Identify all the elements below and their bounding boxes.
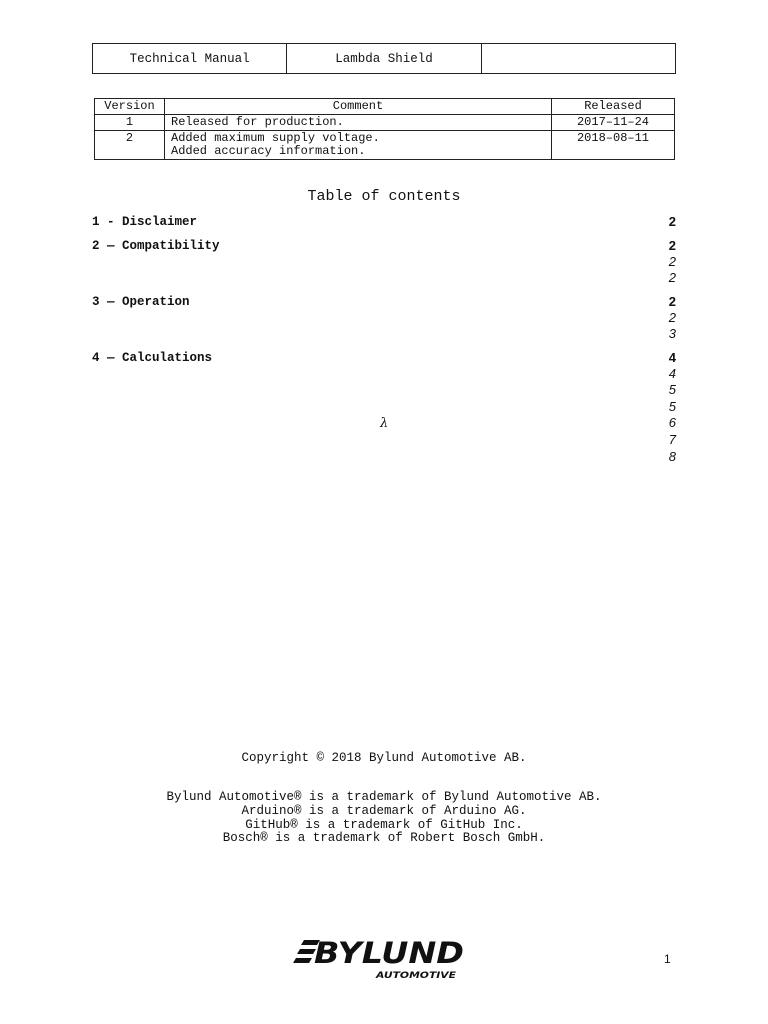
toc-subentry-page: 5 <box>668 399 676 414</box>
revision-comment-line: Added maximum supply voltage. <box>171 131 380 145</box>
revision-version: 1 <box>95 115 165 131</box>
toc-entry-compatibility[interactable] <box>92 238 676 254</box>
toc-subentry-page: 3 <box>668 326 676 341</box>
toc-title: Table of contents <box>307 188 461 205</box>
toc-subentry-page: 6 <box>668 415 676 430</box>
toc-subentry[interactable] <box>92 399 676 415</box>
lambda-symbol: λ <box>380 416 389 431</box>
toc-subentry[interactable] <box>92 254 676 270</box>
toc-subentry[interactable] <box>92 432 676 448</box>
toc-entry-operation[interactable] <box>92 294 676 310</box>
toc-entry-label: 4 — Calculations <box>92 351 213 365</box>
toc-subentry[interactable] <box>92 270 676 286</box>
trademark-line: Arduino® is a trademark of Arduino AG. <box>241 803 527 818</box>
document-header <box>92 43 676 74</box>
revision-comment <box>165 131 552 160</box>
revision-table <box>94 98 675 160</box>
header-extra <box>481 44 675 74</box>
revision-date: 2017–11–24 <box>552 115 675 131</box>
column-header-comment: Comment <box>165 99 552 115</box>
toc-subentry-page: 2 <box>668 310 676 325</box>
toc-entry-label: 1 - Disclaimer <box>92 215 198 229</box>
toc-subentry[interactable] <box>92 366 676 382</box>
toc-entry-disclaimer[interactable] <box>92 214 676 230</box>
toc-subentry-page: 4 <box>668 366 676 381</box>
revision-comment-line: Released for production. <box>171 115 344 129</box>
column-header-released: Released <box>552 99 675 115</box>
header-doc-type: Technical Manual <box>93 44 287 74</box>
page-number: 1 <box>664 952 671 966</box>
toc-subentry-page: 7 <box>668 432 676 447</box>
header-product: Lambda Shield <box>287 44 481 74</box>
toc-subentry[interactable] <box>92 326 676 342</box>
toc-subentry[interactable] <box>92 310 676 326</box>
toc-entry-page: 2 <box>668 214 676 229</box>
toc-entry-calculations[interactable] <box>92 350 676 366</box>
toc-subentry[interactable] <box>92 382 676 398</box>
trademark-line: GitHub® is a trademark of GitHub Inc. <box>245 817 523 832</box>
revision-comment-line: Added accuracy information. <box>171 144 366 158</box>
toc-subentry[interactable] <box>92 449 676 465</box>
toc-entry-label: 3 — Operation <box>92 295 190 309</box>
table-row <box>95 131 675 160</box>
logo-main-text: BYLUND <box>314 936 464 970</box>
table-row <box>95 115 675 131</box>
column-header-version: Version <box>95 99 165 115</box>
logo-sub-text: AUTOMOTIVE <box>374 971 458 981</box>
toc-entry-page: 2 <box>668 238 676 253</box>
toc-entry-page: 4 <box>668 350 676 365</box>
copyright-notice: Copyright © 2018 Bylund Automotive AB. <box>241 751 527 765</box>
toc-subentry-page: 5 <box>668 382 676 397</box>
revision-table-header-row <box>95 99 675 115</box>
trademark-notices <box>0 791 768 846</box>
toc-subentry-page: 8 <box>668 449 676 464</box>
toc-entry-label: 2 — Compatibility <box>92 239 220 253</box>
toc-subentry-page: 2 <box>668 254 676 269</box>
toc-subentry-page: 2 <box>668 270 676 285</box>
revision-version: 2 <box>95 131 165 160</box>
toc-entry-page: 2 <box>668 294 676 309</box>
trademark-line: Bylund Automotive® is a trademark of Bylund Automotive AB. <box>166 790 602 804</box>
revision-comment <box>165 115 552 131</box>
trademark-line: Bosch® is a trademark of Robert Bosch GmbH. <box>222 831 546 846</box>
revision-date: 2018–08–11 <box>552 131 675 160</box>
bylund-logo <box>290 936 474 982</box>
